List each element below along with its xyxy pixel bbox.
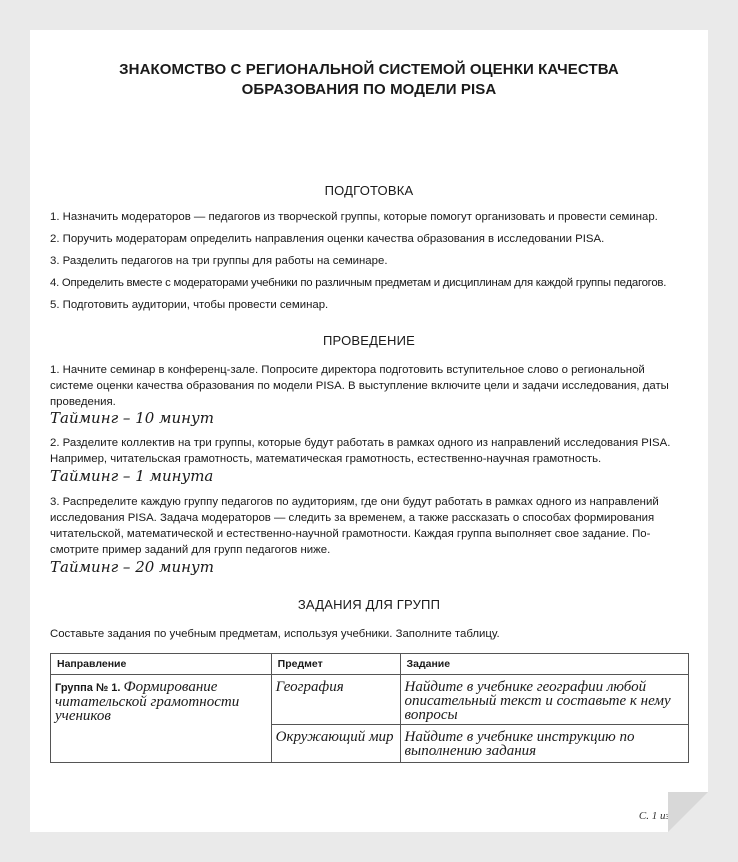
prep-item-2: 2. Поручить модераторам определить направления оценки качества образования в исследовании PISA. xyxy=(50,233,605,245)
task-cell xyxy=(400,675,688,725)
task-text: Найдите в учебнике инструкцию по выполнению задания xyxy=(404,729,635,759)
prep-item-3: 3. Разделить педагогов на три группы для работы на семинаре. xyxy=(50,255,388,267)
prep-item-4: 4. Определить вместе с модераторами учебники по различным предметам и дисциплинам для каждой группы педагогов. xyxy=(50,277,667,289)
title-line-1: ЗНАКОМСТВО С РЕГИОНАЛЬНОЙ СИСТЕМОЙ ОЦЕНКИ КАЧЕСТВА xyxy=(119,61,619,78)
subject-cell xyxy=(271,675,400,725)
conduct-step-1: 1. Начните семинар в конференц-зале. Попросите директора подготовить вступительное слово о региональной системе оценки качества образования по модели PISA. В выступление включите цели и задачи исследования, даты проведения. xyxy=(50,364,669,408)
timing-2: Тайминг – 1 минута xyxy=(50,467,214,485)
preparation-heading: ПОДГОТОВКА xyxy=(324,183,414,198)
table-header-row xyxy=(51,654,689,675)
direction-cell: Группа № 1. Формирование читательской грамотности учеников xyxy=(51,675,272,763)
subject-text: География xyxy=(275,679,344,695)
page-corner-fold xyxy=(668,792,708,832)
tasks-intro: Составьте задания по учебным предметам, используя учебники. Заполните таблицу. xyxy=(50,628,500,640)
prep-item-1: 1. Назначить модераторов — педагогов из творческой группы, которые помогут организовать и провести семинар. xyxy=(50,211,658,223)
task-cell xyxy=(400,725,688,763)
header-task: Задание xyxy=(400,654,688,675)
conduct-heading: ПРОВЕДЕНИЕ xyxy=(322,333,416,348)
page-number: С. 1 из 2 xyxy=(638,810,678,822)
task-text: Найдите в учебнике географии любой описательный текст и составьте к нему вопросы xyxy=(404,679,671,723)
header-direction: Направление xyxy=(51,654,272,675)
timing-1: Тайминг – 10 минут xyxy=(50,409,214,427)
conduct-step-3: 3. Распределите каждую группу педагогов по аудиториям, где они будут работать в рамках одного из направлений исследования PISA. Задача модераторов — следить за временем, а также рассказать о способах формирования читательской, математической и естественно-научной грамотности. Каждая группа выполняет свое задание. По-смотрите пример заданий для групп педагогов ниже. xyxy=(50,496,659,556)
page-title xyxy=(70,60,668,100)
subject-text: Окружающий мир xyxy=(275,729,394,745)
tasks-table xyxy=(50,653,689,763)
subject-cell xyxy=(271,725,400,763)
prep-item-5: 5. Подготовить аудитории, чтобы провести семинар. xyxy=(50,299,329,311)
timing-3: Тайминг – 20 минут xyxy=(50,558,214,576)
group-direction: Формирование читательской грамотности учеников xyxy=(55,679,240,724)
header-subject: Предмет xyxy=(271,654,400,675)
group-label: Группа № 1 xyxy=(55,682,118,694)
title-line-2: ОБРАЗОВАНИЯ ПО МОДЕЛИ PISA xyxy=(241,81,497,98)
document-page xyxy=(30,30,708,832)
tasks-heading: ЗАДАНИЯ ДЛЯ ГРУПП xyxy=(297,597,441,612)
conduct-step-2: 2. Разделите коллектив на три группы, которые будут работать в рамках одного из направлений исследования PISA. Например, читательская грамотность, математическая грамотность, естественно-научная грамотность. xyxy=(50,437,671,465)
table-row xyxy=(51,675,689,725)
